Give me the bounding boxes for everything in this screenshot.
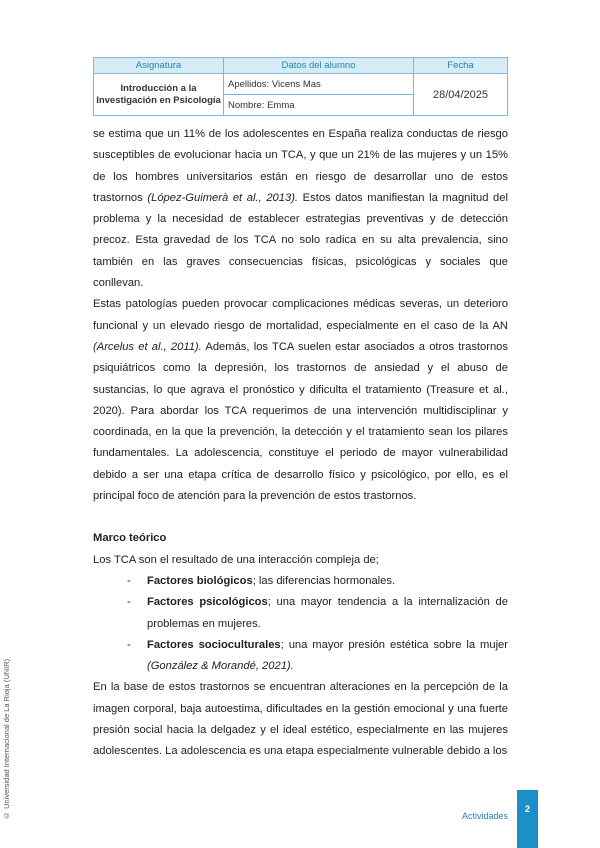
paragraph-1-text-cont: Estos datos manifiestan la magnitud del problema y la necesidad de establecer estrategias preventivas y de detección precoz. Esta gravedad de los TCA no solo radica en su alta prevalencia, sino también en las graves consecuencias físicas, psicológicas y sociales que conllevan. xyxy=(93,191,508,290)
factor-term: Factores psicológicos xyxy=(147,596,268,609)
header-col-student: Datos del alumno xyxy=(224,58,414,74)
section-title: Marco teórico xyxy=(93,532,167,545)
factor-text: ; las diferencias hormonales. xyxy=(252,574,396,587)
paragraph-2-text-cont: Además, los TCA suelen estar asociados a otros trastornos psiquiátricos como la depresión, los trastornos de ansiedad y el abuso de sustancias, lo que agrava el pronóstico y dificulta el tratamiento (Treasure et al., 2020). Para abordar los TCA requerimos de una intervención multidisciplinar y coordinada, en la que la prevención, la detección y el tratamiento sean los pilares fundamentales. La adolescencia, constituye el periodo de mayor vulnerabilidad debido a ser una etapa crítica de desarrollo físico y psicológico, por ello, es el principal foco de atención para la prevención de estos trastornos. xyxy=(93,340,509,503)
page-number: 2 xyxy=(524,804,530,814)
header-table xyxy=(93,57,508,116)
list-item xyxy=(127,571,508,592)
section-intro: Los TCA son el resultado de una interacción compleja de; xyxy=(93,553,379,566)
citation-lopez-guimera: (López-Guimerà et al., 2013). xyxy=(147,191,299,204)
header-col-subject: Asignatura xyxy=(94,58,224,74)
submission-date: 28/04/2025 xyxy=(414,74,508,116)
list-item xyxy=(127,592,508,635)
paragraph-2-text: Estas patologías pueden provocar complicaciones médicas severas, un deterioro funcional y un elevado riesgo de mortalidad, especialmente en el caso de la AN xyxy=(93,298,508,332)
copyright-note: © Universidad Internacional de La Rioja (UNIR) xyxy=(2,658,11,820)
footer-label: Actividades xyxy=(461,811,508,821)
subject-name: Introducción a la Investigación en Psicología xyxy=(94,74,224,116)
paragraph-3: En la base de estos trastornos se encuentran alteraciones en la percepción de la imagen corporal, baja autoestima, dificultades en la gestión emocional y una fuerte presión social hacia la delgadez y el ideal estético, especialmente en las mujeres adolescentes. La adolescencia es una etapa especialmente vulnerable debido a los xyxy=(93,681,508,758)
citation-gonzalez-morande: (González & Morandé, 2021). xyxy=(147,660,294,673)
citation-arcelus: (Arcelus et al., 2011). xyxy=(93,340,202,353)
paragraph-2 xyxy=(93,294,508,507)
paragraph-1 xyxy=(93,124,508,294)
page-number-tab xyxy=(517,790,538,848)
factor-term: Factores biológicos xyxy=(147,574,253,587)
factor-text: ; una mayor presión estética sobre la mujer xyxy=(280,638,508,651)
factor-text: ; una mayor tendencia a la internalización de problemas en mujeres. xyxy=(147,596,508,630)
paragraph-1-text: se estima que un 11% de los adolescentes en España realiza conductas de riesgo susceptibles de evolucionar hacia un TCA, y que un 21% de las mujeres y un 15% de los hombres universitarios están en riesgo de desarrollar uno de estos trastornos xyxy=(93,128,508,204)
factor-term: Factores socioculturales xyxy=(147,638,281,651)
list-item xyxy=(127,635,508,678)
document-body xyxy=(93,124,508,763)
student-name: Nombre: Emma xyxy=(224,95,414,116)
header-col-date: Fecha xyxy=(414,58,508,74)
student-surname: Apellidos: Vicens Mas xyxy=(224,74,414,95)
factor-list xyxy=(93,571,508,677)
